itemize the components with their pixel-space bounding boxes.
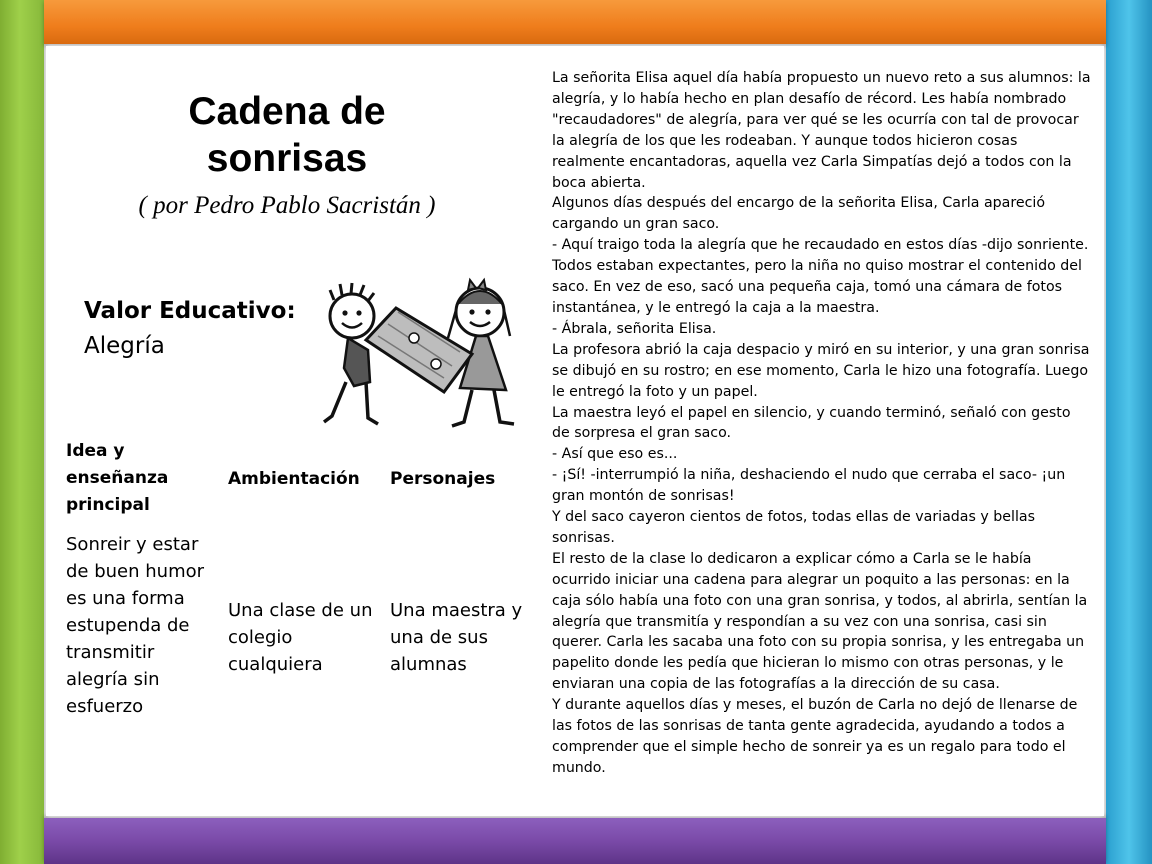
- story-paragraph: - ¡Sí! -interrumpió la niña, deshaciendo el nudo que cerraba el saco- ¡un gran montón de sonrisas!: [552, 467, 1066, 505]
- table-cell-idea: Sonreir y estar de buen humor es una forma estupenda de transmitir alegría sin esfuerzo: [66, 534, 205, 717]
- table-header-idea: Idea y enseñanza principal: [66, 441, 169, 515]
- educational-value-label: Valor Educativo:: [84, 298, 296, 324]
- story-paragraph: - Ábrala, señorita Elisa.: [552, 320, 717, 337]
- table-header-personajes: Personajes: [390, 469, 496, 489]
- table-cell-personajes: Una maestra y una de sus alumnas: [390, 600, 523, 675]
- table-cell-ambientacion: Una clase de un colegio cualquiera: [228, 600, 373, 675]
- right-border-bar: [1106, 0, 1152, 864]
- story-paragraph: - Así que eso es...: [552, 446, 678, 463]
- educational-value-text: Alegría: [84, 333, 165, 359]
- table-header-ambientacion: Ambientación: [228, 469, 360, 489]
- story-paragraph: Algunos días después del encargo de la señorita Elisa, Carla apareció cargando un gran saco.: [552, 195, 1046, 233]
- story-paragraph: Y durante aquellos días y meses, el buzón de Carla no dejó de llenarse de las fotos de las sonrisas de tanta gente agradecida, ayudando a todos a comprender que el simple hecho de sonreir ya es un regalo para todo el mundo.: [552, 697, 1078, 776]
- story-title: Cadena de sonrisas: [188, 90, 386, 180]
- kids-carrying-icon: [304, 266, 526, 446]
- story-paragraph: La profesora abrió la caja despacio y miró en su interior, y una gran sonrisa se dibujó en su rostro; en ese momento, Carla le hizo una fotografía. Luego le entregó la foto y un papel.: [552, 341, 1090, 400]
- slide-page: [46, 46, 1104, 816]
- left-border-bar: [0, 0, 44, 864]
- story-author: ( por Pedro Pablo Sacristán ): [138, 192, 436, 219]
- story-paragraph: La señorita Elisa aquel día había propuesto un nuevo reto a sus alumnos: la alegría, y lo había hecho en plan desafío de récord. Les había nombrado "recaudadores" de alegría, para ver qué se les ocurría con tal de provocar la alegría de los que les rodeaban. Y aunque todos hicieron cosas realmente encantadoras, aquella vez Carla Simpatías dejó a todos con la boca abierta.: [552, 70, 1091, 191]
- top-border-bar: [44, 0, 1106, 44]
- story-paragraph: El resto de la clase lo dedicaron a explicar cómo a Carla se le había ocurrido iniciar una cadena para alegrar un poquito a las personas: en la caja sólo había una foto con una gran sonrisa, y todos, al abrirla, sentían la alegría que transmitía y respondían a su vez con una sonrisa, casi sin querer. Carla les sacaba una foto con su propia sonrisa, y les entregaba un papelito donde les pedía que hicieran lo mismo con otras personas, y le enviaran una copia de las fotografías a la dirección de su casa.: [552, 550, 1088, 693]
- story-paragraph: Y del saco cayeron cientos de fotos, todas ellas de variadas y bellas sonrisas.: [552, 509, 1036, 546]
- story-text: [552, 68, 1092, 779]
- story-paragraph: - Aquí traigo toda la alegría que he recaudado en estos días -dijo sonriente.: [552, 237, 1089, 254]
- story-paragraph: Todos estaban expectantes, pero la niña no quiso mostrar el contenido del saco. En vez de eso, sacó una pequeña caja, tomó una cámara de fotos instantánea, y le entregó la caja a la maestra.: [552, 258, 1082, 316]
- story-paragraph: La maestra leyó el papel en silencio, y cuando terminó, señaló con gesto de sorpresa el gran saco.: [552, 404, 1071, 442]
- bottom-border-bar: [44, 818, 1106, 864]
- educational-value: [84, 294, 296, 364]
